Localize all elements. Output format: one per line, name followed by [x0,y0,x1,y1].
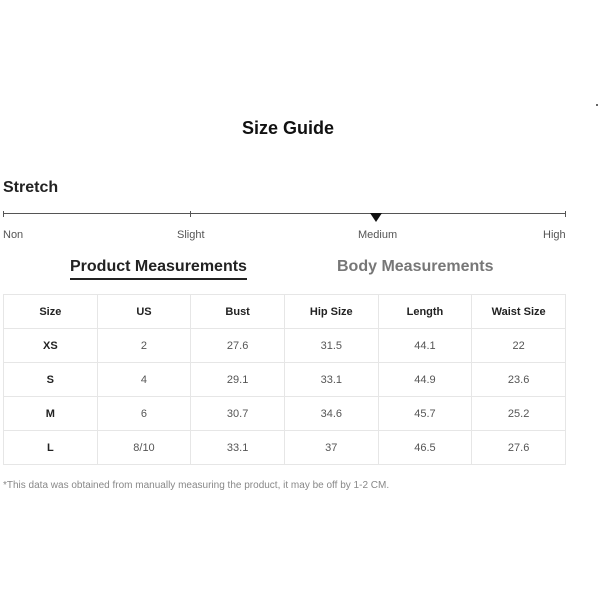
table-cell-us: 2 [97,329,191,363]
table-cell-size: L [4,431,98,465]
table-cell-hip-size: 33.1 [284,363,378,397]
table-row [4,397,566,431]
tab-product-measurements[interactable]: Product Measurements [70,258,247,280]
tab-body-measurements[interactable]: Body Measurements [337,258,494,275]
table-cell-bust: 30.7 [191,397,285,431]
column-header-us: US [97,295,191,329]
table-cell-us: 8/10 [97,431,191,465]
stretch-label-slight: Slight [177,229,205,241]
stretch-label-medium: Medium [358,229,398,241]
column-header-length: Length [378,295,472,329]
table-cell-waist-size: 27.6 [472,431,566,465]
table-header-row [4,295,566,329]
column-header-hip-size: Hip Size [284,295,378,329]
table-cell-hip-size: 34.6 [284,397,378,431]
stretch-label-non: Non [3,229,24,241]
table-cell-length: 46.5 [378,431,472,465]
size-table [3,294,566,465]
table-cell-waist-size: 22 [472,329,566,363]
table-cell-bust: 33.1 [191,431,285,465]
corner-dot [596,104,598,106]
table-cell-hip-size: 37 [284,431,378,465]
table-cell-bust: 27.6 [191,329,285,363]
page-title: Size Guide [241,118,335,138]
table-cell-us: 6 [97,397,191,431]
stretch-line [3,213,566,214]
table-cell-size: S [4,363,98,397]
table-row [4,329,566,363]
column-header-size: Size [4,295,98,329]
table-row [4,363,566,397]
stretch-tick-slight [190,211,191,217]
stretch-heading: Stretch [3,179,59,196]
stretch-tick-non [3,211,4,217]
table-cell-size: M [4,397,98,431]
stretch-label-high: High [543,229,566,241]
column-header-bust: Bust [191,295,285,329]
table-cell-hip-size: 31.5 [284,329,378,363]
table-cell-waist-size: 25.2 [472,397,566,431]
stretch-tick-high [565,211,566,217]
table-cell-us: 4 [97,363,191,397]
measurement-note: *This data was obtained from manually measuring the product, it may be off by 1-2 CM. [3,480,390,491]
table-row [4,431,566,465]
column-header-waist-size: Waist Size [472,295,566,329]
table-cell-size: XS [4,329,98,363]
table-cell-length: 44.1 [378,329,472,363]
table-cell-length: 45.7 [378,397,472,431]
table-cell-bust: 29.1 [191,363,285,397]
table-cell-waist-size: 23.6 [472,363,566,397]
stretch-scale [3,211,566,251]
stretch-marker-icon [370,213,382,222]
table-cell-length: 44.9 [378,363,472,397]
